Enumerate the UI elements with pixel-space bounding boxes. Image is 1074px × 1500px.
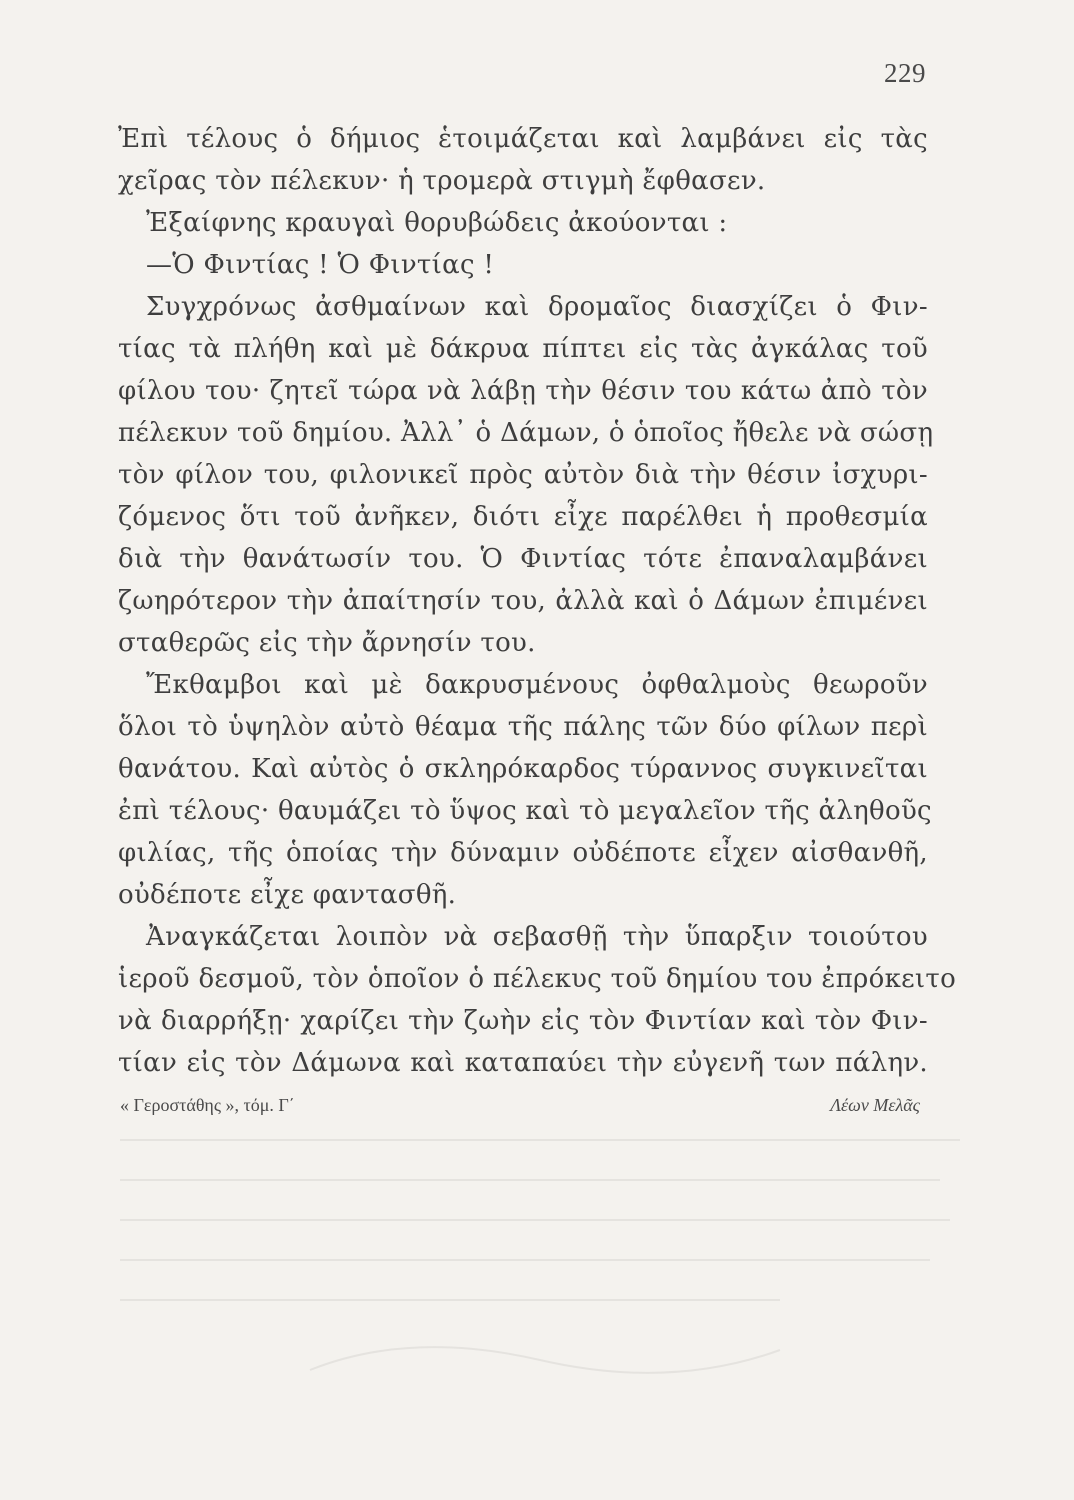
text-line: τίαν εἰς τὸν Δάμωνα καὶ καταπαύει τὴν εὐγενῆ των πάλην. bbox=[118, 1048, 928, 1078]
text-line: ἐπὶ τέλους· θαυμάζει τὸ ὕψος καὶ τὸ μεγαλεῖον τῆς ἀληθοῦς bbox=[118, 796, 932, 826]
text-line: ζωηρότερον τὴν ἀπαίτησίν του, ἀλλὰ καὶ ὁ Δάμων ἐπιμένει bbox=[118, 586, 928, 616]
source-citation: « Γεροστάθης », τόμ. Γ΄ bbox=[120, 1095, 295, 1115]
text-line: σταθερῶς εἰς τὴν ἄρνησίν του. bbox=[118, 628, 536, 658]
text-line: Ἐξαίφνης κραυγαὶ θορυβώδεις ἀκούονται : bbox=[146, 208, 728, 238]
text-line: Ἀναγκάζεται λοιπὸν νὰ σεβασθῇ τὴν ὕπαρξιν τοιούτου bbox=[146, 922, 928, 952]
page-bleed-through-texture bbox=[80, 1120, 1000, 1440]
text-line: ὅλοι τὸ ὑψηλὸν αὐτὸ θέαμα τῆς πάλης τῶν δύο φίλων περὶ bbox=[118, 712, 928, 742]
text-line: πέλεκυν τοῦ δημίου. Ἀλλ᾽ ὁ Δάμων, ὁ ὁποῖος ἤθελε νὰ σώσῃ bbox=[118, 418, 934, 448]
text-line: οὐδέποτε εἶχε φαντασθῆ. bbox=[118, 880, 457, 910]
text-line: χεῖρας τὸν πέλεκυν· ἡ τρομερὰ στιγμὴ ἔφθασεν. bbox=[118, 166, 766, 196]
text-line: —Ὁ Φιντίας ! Ὁ Φιντίας ! bbox=[146, 250, 495, 280]
text-line: θανάτου. Καὶ αὐτὸς ὁ σκληρόκαρδος τύραννος συγκινεῖται bbox=[118, 754, 928, 784]
text-line: ἱεροῦ δεσμοῦ, τὸν ὁποῖον ὁ πέλεκυς τοῦ δημίου του ἐπρόκειτο bbox=[118, 964, 957, 994]
text-line: τὸν φίλον του, φιλονικεῖ πρὸς αὐτὸν διὰ τὴν θέσιν ἰσχυρι- bbox=[118, 460, 928, 490]
author-signature: Λέων Μελᾶς bbox=[830, 1095, 920, 1115]
text-line: ζόμενος ὅτι τοῦ ἀνῆκεν, διότι εἶχε παρέλθει ἡ προθεσμία bbox=[118, 502, 928, 532]
text-line: νὰ διαρρήξῃ· χαρίζει τὴν ζωὴν εἰς τὸν Φιντίαν καὶ τὸν Φιν- bbox=[118, 1006, 928, 1036]
text-line: Ἐπὶ τέλους ὁ δήμιος ἑτοιμάζεται καὶ λαμβάνει εἰς τὰς bbox=[118, 124, 928, 154]
text-line: Συγχρόνως ἀσθμαίνων καὶ δρομαῖος διασχίζει ὁ Φιν- bbox=[146, 292, 928, 322]
text-line: Ἔκθαμβοι καὶ μὲ δακρυσμένους ὀφθαλμοὺς θεωροῦν bbox=[146, 670, 928, 700]
text-line: τίας τὰ πλήθη καὶ μὲ δάκρυα πίπτει εἰς τὰς ἀγκάλας τοῦ bbox=[118, 334, 928, 364]
page-number: 229 bbox=[884, 58, 926, 88]
text-line: διὰ τὴν θανάτωσίν του. Ὁ Φιντίας τότε ἐπαναλαμβάνει bbox=[118, 544, 928, 574]
text-line: φίλου του· ζητεῖ τώρα νὰ λάβῃ τὴν θέσιν του κάτω ἀπὸ τὸν bbox=[118, 376, 928, 406]
text-line: φιλίας, τῆς ὁποίας τὴν δύναμιν οὐδέποτε εἶχεν αἰσθανθῆ, bbox=[118, 838, 928, 868]
